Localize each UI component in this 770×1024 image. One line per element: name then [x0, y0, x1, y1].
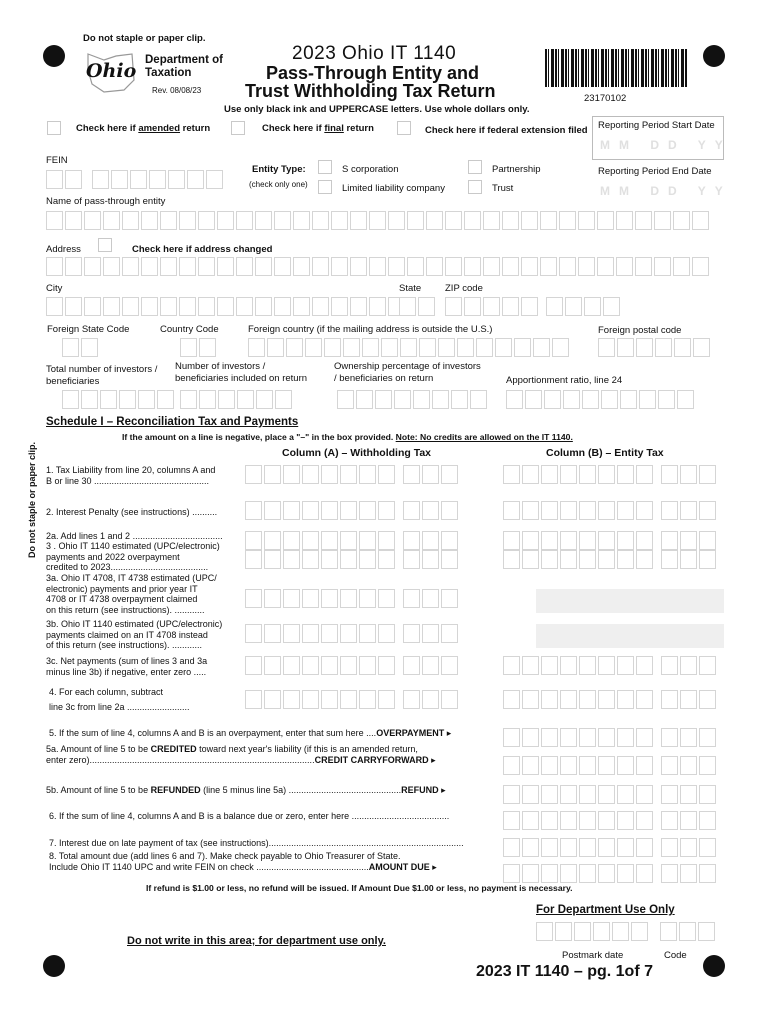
- country-code-label: Country Code: [160, 324, 219, 335]
- line-3a-col-b-shaded: [536, 589, 724, 613]
- s-corporation-checkbox[interactable]: [318, 160, 332, 174]
- page-number: 2023 IT 1140 – pg. 1of 7: [476, 963, 653, 980]
- do-not-staple-note: Do not staple or paper clip.: [83, 33, 206, 44]
- line-1-col-b-input[interactable]: [503, 465, 716, 484]
- foreign-country-input[interactable]: [248, 338, 569, 357]
- num-investors-label: Number of investors / beneficiaries included on return: [175, 361, 308, 384]
- amended-checkbox[interactable]: [47, 121, 61, 135]
- refund-note: If refund is $1.00 or less, no refund will be issued. If Amount Due $1.00 or less, no payment is necessary.: [146, 883, 573, 893]
- department-name-line2: Taxation: [145, 67, 192, 79]
- line-6-amount-input[interactable]: [503, 811, 716, 830]
- city-label: City: [46, 283, 63, 294]
- postmark-label: Postmark date: [562, 950, 624, 961]
- schedule-note: If the amount on a line is negative, place a "–" in the box provided. Note: No credits are allowed on the IT 1140.: [122, 432, 573, 442]
- foreign-state-label: Foreign State Code: [47, 324, 130, 335]
- ownership-label: Ownership percentage of investors / beneficiaries on return: [334, 361, 481, 384]
- line-3-label: 3 . Ohio IT 1140 estimated (UPC/electronic) payments and 2022 overpayment credited to 2023.......................................: [46, 541, 220, 572]
- partnership-label: Partnership: [492, 164, 541, 175]
- department-name-line1: Department of: [145, 54, 223, 66]
- fein-input[interactable]: [46, 170, 223, 189]
- ohio-logo-text: Ohio: [86, 60, 137, 82]
- line-7-amount-input[interactable]: [503, 838, 716, 857]
- line-6-label: 6. If the sum of line 4, columns A and B is a balance due or zero, enter here .......................................: [49, 811, 450, 821]
- line-8-amount-input[interactable]: [503, 864, 716, 883]
- line-3c-label: 3c. Net payments (sum of lines 3 and 3a minus line 3b) if negative, enter zero .....: [46, 656, 208, 677]
- num-investors-input[interactable]: [180, 390, 292, 409]
- check-only-one-note: (check only one): [249, 180, 308, 189]
- period-end-input[interactable]: MM DD YY: [600, 184, 732, 198]
- llc-label: Limited liability company: [342, 183, 445, 194]
- fein-label: FEIN: [46, 155, 68, 166]
- line-2-label: 2. Interest Penalty (see instructions) ..........: [46, 507, 218, 517]
- zip-input[interactable]: [445, 297, 620, 316]
- column-a-header: Column (A) – Withholding Tax: [282, 447, 432, 459]
- line-3c-col-b-input[interactable]: [503, 656, 716, 675]
- side-do-not-staple: Do not staple or paper clip.: [27, 442, 37, 559]
- registration-mark-top-right: [703, 45, 725, 67]
- line-7-label: 7. Interest due on late payment of tax (see instructions)..............................................................................: [49, 838, 464, 848]
- foreign-postal-input[interactable]: [598, 338, 710, 357]
- total-investors-input[interactable]: [62, 390, 174, 409]
- line-5-amount-input[interactable]: [503, 728, 716, 747]
- line-3-col-a-input[interactable]: [245, 550, 458, 569]
- final-return-checkbox[interactable]: [231, 121, 245, 135]
- entity-name-input[interactable]: [46, 211, 709, 230]
- revision-date: Rev. 08/08/23: [152, 86, 202, 95]
- foreign-country-label: Foreign country (if the mailing address is outside the U.S.): [248, 324, 493, 335]
- line-2a-col-b-input[interactable]: [503, 531, 716, 550]
- line-3a-col-a-input[interactable]: [245, 589, 458, 608]
- line-1-label: 1. Tax Liability from line 20, columns A and B or line 30 ..............................................: [46, 465, 216, 486]
- line-5b-amount-input[interactable]: [503, 785, 716, 804]
- line-3c-col-a-input[interactable]: [245, 656, 458, 675]
- dept-use-only-heading: For Department Use Only: [536, 904, 675, 916]
- apportionment-input[interactable]: [506, 390, 694, 409]
- address-changed-label: Check here if address changed: [132, 244, 273, 255]
- zip-label: ZIP code: [445, 283, 483, 294]
- llc-checkbox[interactable]: [318, 180, 332, 194]
- entity-name-label: Name of pass-through entity: [46, 196, 166, 207]
- postmark-date-boxes: [536, 922, 648, 941]
- registration-mark-bottom-left: [43, 955, 65, 977]
- line-3-col-b-input[interactable]: [503, 550, 716, 569]
- s-corporation-label: S corporation: [342, 164, 399, 175]
- registration-mark-top-left: [43, 45, 65, 67]
- state-label: State: [399, 283, 422, 294]
- apportionment-label: Apportionment ratio, line 24: [506, 375, 623, 386]
- entity-type-label: Entity Type:: [252, 164, 306, 175]
- foreign-postal-label: Foreign postal code: [598, 325, 682, 336]
- line-3b-col-b-shaded: [536, 624, 724, 648]
- code-boxes: [660, 922, 715, 941]
- form-year-title: 2023 Ohio IT 1140: [292, 43, 457, 64]
- line-5b-label: 5b. Amount of line 5 to be REFUNDED (line 5 minus line 5a) .............................................REFUND ▸: [46, 785, 446, 795]
- trust-checkbox[interactable]: [468, 180, 482, 194]
- do-not-write-note: Do not write in this area; for department use only.: [127, 935, 386, 947]
- line-2a-label: 2a. Add lines 1 and 2 ....................................: [46, 531, 223, 541]
- line-5a-label: 5a. Amount of line 5 to be CREDITED toward next year's liability (if this is an amended return, enter zero)..........................................................................................CREDIT CARRYFORWARD ▸: [46, 744, 436, 765]
- column-b-header: Column (B) – Entity Tax: [546, 447, 664, 459]
- line-8-label: 8. Total amount due (add lines 6 and 7). Make check payable to Ohio Treasurer of State. Include Ohio IT 1140 UPC and write FEIN on check .............................................AMOUNT DUE ▸: [49, 851, 437, 872]
- ink-instruction: Use only black ink and UPPERCASE letters. Use whole dollars only.: [224, 104, 530, 115]
- line-4-col-b-input[interactable]: [503, 690, 716, 709]
- trust-label: Trust: [492, 183, 514, 194]
- schedule-title: Schedule I – Reconciliation Tax and Payments: [46, 416, 299, 428]
- extension-label: Check here if federal extension filed: [425, 125, 588, 136]
- form-code: 23170102: [584, 93, 627, 104]
- ohio-logo: [82, 50, 140, 94]
- line-4-label: 4. For each column, subtract: [49, 687, 164, 697]
- total-investors-label: Total number of investors / beneficiaries: [46, 364, 158, 387]
- line-4-label-2: line 3c from line 2a .........................: [49, 702, 190, 712]
- foreign-state-input[interactable]: [62, 338, 98, 357]
- period-start-label: Reporting Period Start Date: [598, 120, 715, 131]
- address-label: Address: [46, 244, 81, 255]
- extension-checkbox[interactable]: [397, 121, 411, 135]
- line-3b-col-a-input[interactable]: [245, 624, 458, 643]
- registration-mark-bottom-right: [703, 955, 725, 977]
- ownership-input[interactable]: [337, 390, 487, 409]
- partnership-checkbox[interactable]: [468, 160, 482, 174]
- country-code-input[interactable]: [180, 338, 216, 357]
- form-title-line2: Trust Withholding Tax Return: [245, 81, 496, 101]
- address-changed-checkbox[interactable]: [98, 238, 112, 252]
- amended-label: Check here if amended return: [76, 123, 211, 134]
- line-4-col-a-input[interactable]: [245, 690, 458, 709]
- line-5-label: 5. If the sum of line 4, columns A and B is an overpayment, enter that sum here ....OVERPAYMENT ▸: [49, 728, 452, 738]
- line-2-col-b-input[interactable]: [503, 501, 716, 520]
- final-return-label: Check here if final return: [262, 123, 374, 134]
- state-input[interactable]: [399, 297, 435, 316]
- line-2-col-a-input[interactable]: [245, 501, 458, 520]
- barcode: [545, 49, 688, 87]
- city-input[interactable]: [46, 297, 405, 316]
- address-input[interactable]: [46, 257, 709, 276]
- form-title-line1: Pass-Through Entity and: [266, 63, 480, 83]
- period-end-label: Reporting Period End Date: [598, 166, 712, 177]
- line-3b-label: 3b. Ohio IT 1140 estimated (UPC/electronic) payments claimed on an IT 4708 instead of this return (see instructions). ............: [46, 619, 223, 650]
- line-5a-amount-input[interactable]: [503, 756, 716, 775]
- line-2a-col-a-input[interactable]: [245, 531, 458, 550]
- code-label: Code: [664, 950, 687, 961]
- line-3a-label: 3a. Ohio IT 4708, IT 4738 estimated (UPC/ electronic) payments and prior year IT 4708 or IT 4738 overpayment claimed on this return (see instructions). ............: [46, 573, 217, 615]
- line-1-col-a-input[interactable]: [245, 465, 458, 484]
- period-start-input[interactable]: MM DD YY: [600, 138, 732, 152]
